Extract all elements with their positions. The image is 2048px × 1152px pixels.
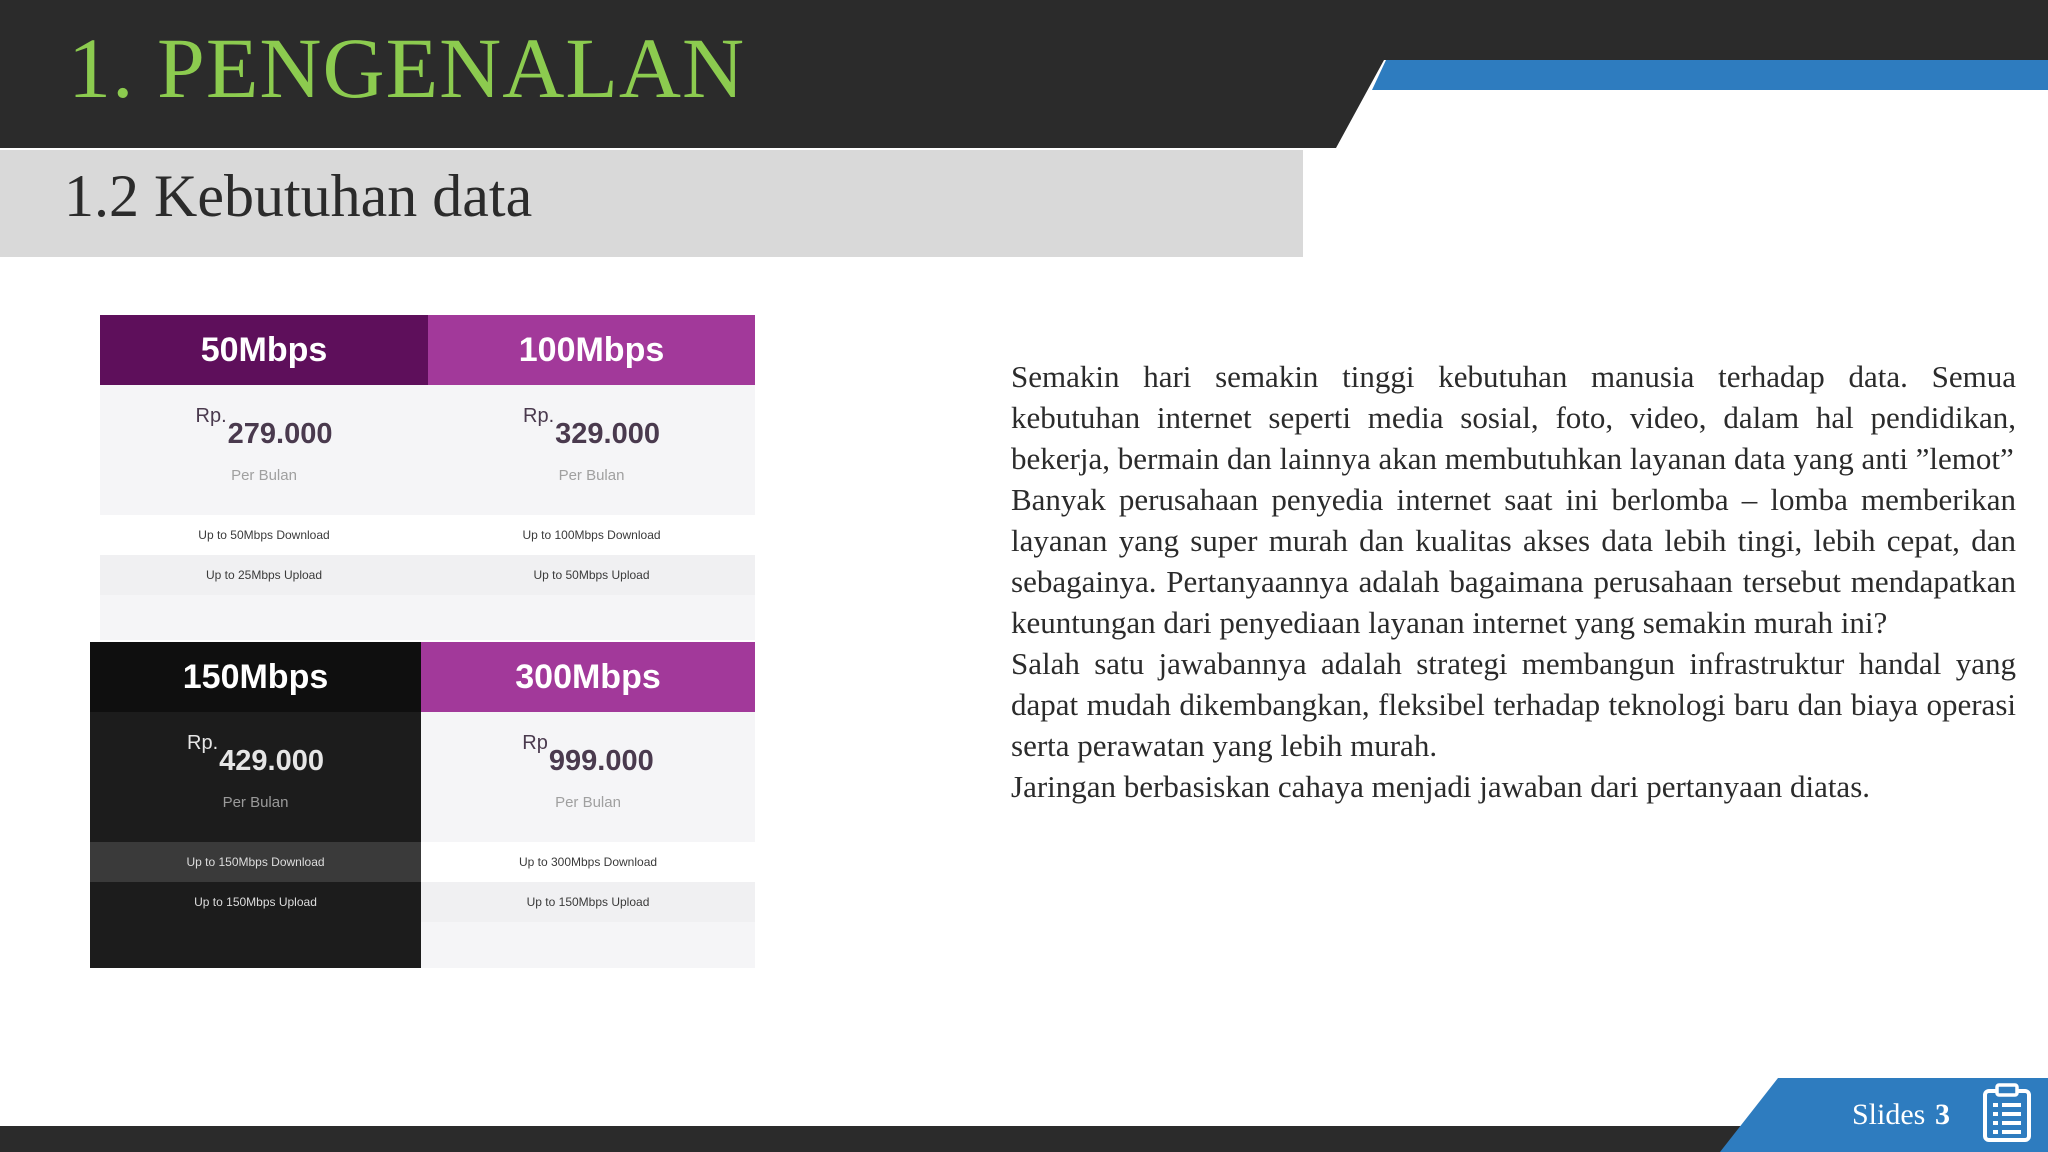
plan-upload: Up to 50Mbps Upload <box>428 555 755 595</box>
page-title: 1. PENGENALAN <box>68 20 746 116</box>
price-currency: Rp <box>522 732 548 754</box>
price-amount: 329.000 <box>555 418 660 450</box>
plan-card-300mbps <box>421 642 755 968</box>
plan-upload: Up to 150Mbps Upload <box>194 895 317 909</box>
plan-download: Up to 300Mbps Download <box>421 842 755 882</box>
paragraph: Salah satu jawabannya adalah strategi membangun infrastruktur handal yang dapat mudah dikembangkan, fleksibel terhadap teknologi baru dan biaya operasi serta perawatan yang lebih murah. <box>1011 646 2016 763</box>
plan-download: Up to 50Mbps Download <box>100 515 428 555</box>
price-currency: Rp. <box>523 405 555 427</box>
plan-card-100mbps <box>428 315 755 640</box>
plan-download: Up to 150Mbps Download <box>90 842 421 882</box>
price-currency: Rp. <box>195 405 227 427</box>
plan-name: 50Mbps <box>100 315 428 385</box>
header-accent-stripe <box>1334 60 2048 90</box>
price-amount: 999.000 <box>548 745 654 777</box>
price-amount: 279.000 <box>227 418 333 450</box>
body-text <box>1011 356 2016 807</box>
plan-name: 150Mbps <box>90 642 421 712</box>
plan-upload: Up to 25Mbps Upload <box>100 555 428 595</box>
plan-download: Up to 100Mbps Download <box>428 515 755 555</box>
plan-period: Per Bulan <box>558 466 625 484</box>
plan-card-150mbps <box>90 642 421 968</box>
plan-price <box>421 712 755 782</box>
clipboard-list-icon <box>1982 1082 2032 1142</box>
plan-name: 300Mbps <box>421 642 755 712</box>
paragraph: Jaringan berbasiskan cahaya menjadi jawaban dari pertanyaan diatas. <box>1011 769 1871 804</box>
plan-card-50mbps <box>100 315 428 640</box>
price-amount: 429.000 <box>219 745 324 777</box>
plan-price <box>100 385 428 455</box>
plan-price <box>90 712 421 782</box>
plan-price <box>428 385 755 455</box>
plan-name: 100Mbps <box>428 315 755 385</box>
pricing-table-image <box>90 315 755 968</box>
paragraph: Semakin hari semakin tinggi kebutuhan manusia terhadap data. Semua kebutuhan internet seperti media sosial, foto, video, dalam hal pendidikan, bekerja, bermain dan lainnya akan membutuhkan layanan data yang anti ”lemot” <box>1011 359 2016 476</box>
paragraph: Banyak perusahaan penyedia internet saat ini berlomba – lomba memberikan layanan yang super murah dan kualitas akses data lebih tingi, lebih cepat, dan sebagainya. Pertanyaannya adalah bagaimana perusahaan tersebut mendapatkan keuntungan dari penyediaan layanan internet yang semakin murah ini? <box>1011 482 2016 640</box>
slides-label: Slides <box>1852 1098 1926 1131</box>
plan-period: Per Bulan <box>555 793 621 811</box>
plan-period: Per Bulan <box>222 793 289 811</box>
section-subtitle: 1.2 Kebutuhan data <box>64 163 533 229</box>
plan-upload: Up to 150Mbps Upload <box>421 882 755 922</box>
price-currency: Rp. <box>187 732 219 754</box>
slide-number: 3 <box>1935 1098 1950 1131</box>
plan-period: Per Bulan <box>231 466 297 484</box>
